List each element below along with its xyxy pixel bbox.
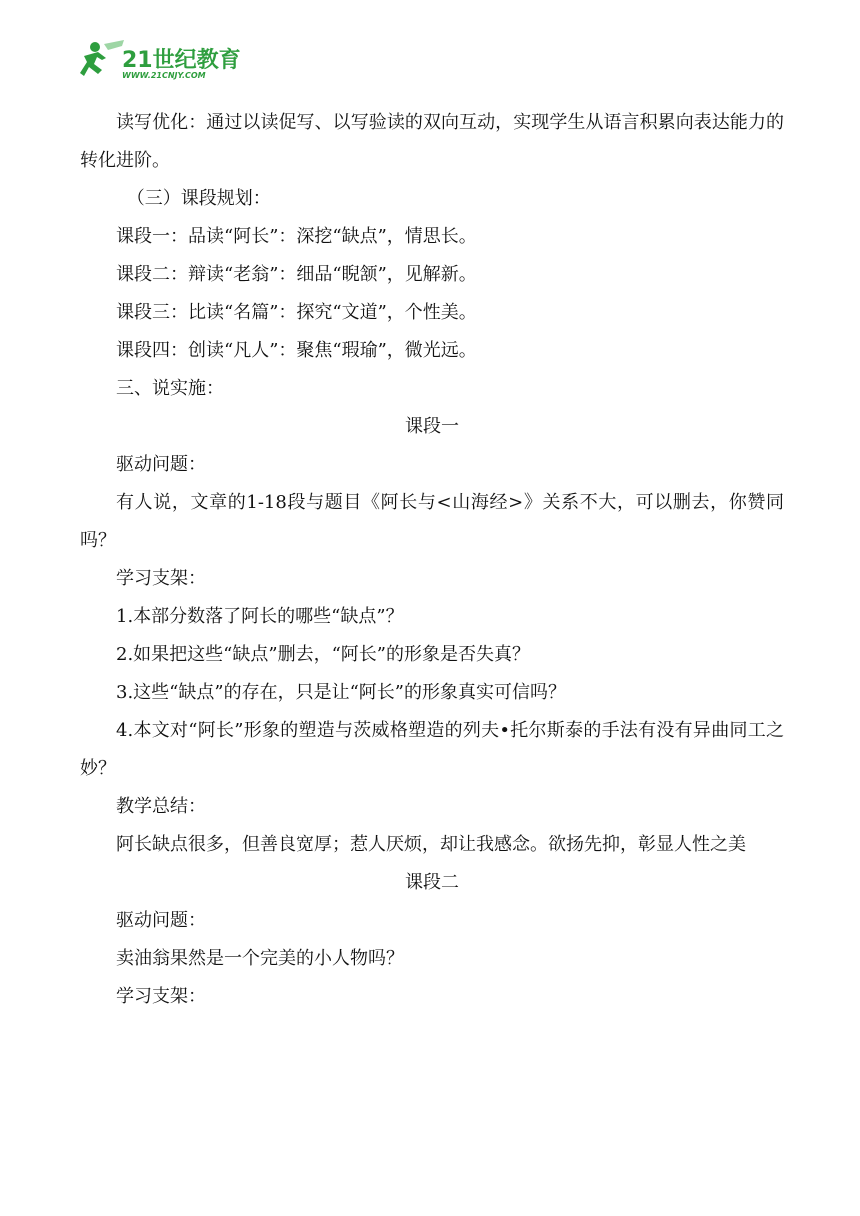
paragraph: 学习支架： xyxy=(116,568,206,589)
section-heading: （三）课段规划： xyxy=(126,188,271,209)
list-item: 2.如果把这些“缺点”删去，“阿长”的形象是否失真？ xyxy=(116,644,530,665)
logo-title: 21世纪教育 xyxy=(122,48,241,73)
list-item: 4.本文对“阿长”形象的塑造与茨威格塑造的列夫•托尔斯泰的手法有没有异曲同工之妙？ xyxy=(80,720,784,779)
paragraph: 读写优化：通过以读促写、以写验读的双向互动，实现学生从语言积累向表达能力的转化进阶。 xyxy=(80,112,784,171)
document-body xyxy=(80,104,784,1016)
section-heading: 三、说实施： xyxy=(116,378,224,399)
paragraph: 驱动问题： xyxy=(116,910,206,931)
paragraph: 课段二：辩读“老翁”：细品“睨颔”，见解新。 xyxy=(116,264,477,285)
paragraph: 卖油翁果然是一个完美的小人物吗？ xyxy=(116,948,404,969)
logo-runner-icon xyxy=(78,38,248,82)
paragraph: 阿长缺点很多，但善良宽厚；惹人厌烦，却让我感念。欲扬先抑，彰显人性之美 xyxy=(116,834,746,855)
lesson-title: 课段一 xyxy=(405,416,459,437)
list-item: 1.本部分数落了阿长的哪些“缺点”？ xyxy=(116,606,404,627)
lesson-title: 课段二 xyxy=(405,872,459,893)
paragraph: 课段四：创读“凡人”：聚焦“瑕瑜”，微光远。 xyxy=(116,340,477,361)
logo-url: WWW.21CNJY.COM xyxy=(122,71,206,80)
paragraph: 学习支架： xyxy=(116,986,206,1007)
list-item: 3.这些“缺点”的存在，只是让“阿长”的形象真实可信吗？ xyxy=(116,682,566,703)
paragraph: 课段一：品读“阿长”：深挖“缺点”，情思长。 xyxy=(116,226,477,247)
paragraph: 驱动问题： xyxy=(116,454,206,475)
site-logo xyxy=(78,38,248,82)
paragraph: 教学总结： xyxy=(116,796,206,817)
paragraph: 课段三：比读“名篇”：探究“文道”，个性美。 xyxy=(116,302,477,323)
paragraph: 有人说，文章的1-18段与题目《阿长与<山海经>》关系不大，可以删去，你赞同吗？ xyxy=(80,492,784,551)
